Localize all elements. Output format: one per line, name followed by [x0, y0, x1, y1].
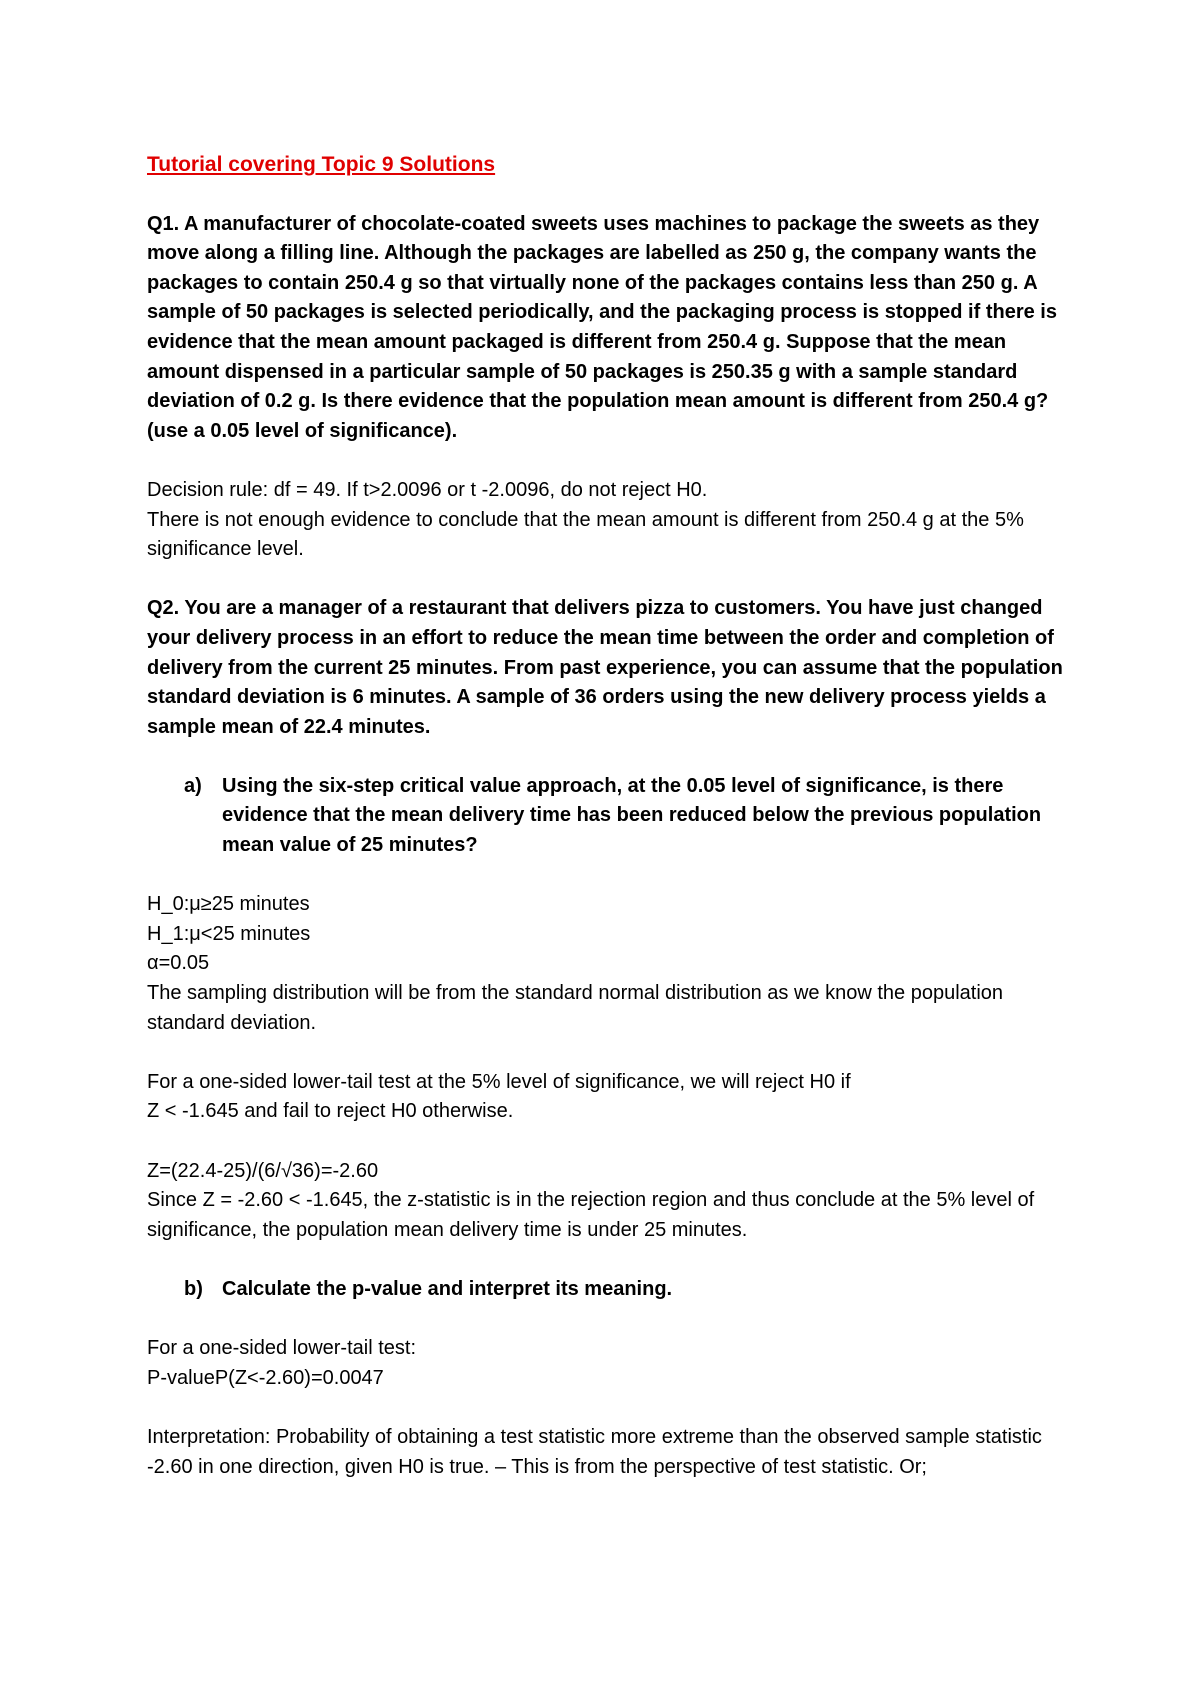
q2-part-a: [184, 772, 1077, 861]
pvalue-result: P-valueP(Z<-2.60)=0.0047: [147, 1366, 384, 1389]
q2-question: Q2. You are a manager of a restaurant that delivers pizza to customers. You have just changed your delivery process in an effort to reduce the mean time between the order and completion of delivery from the current 25 minutes. From past experience, you can assume that the population standard deviation is 6 minutes. A sample of 36 orders using the new delivery process yields a sample mean of 22.4 minutes.: [147, 597, 1063, 738]
q2-part-b: [184, 1275, 1077, 1305]
part-a-marker: a): [184, 774, 202, 797]
page-title: Tutorial covering Topic 9 Solutions: [147, 153, 496, 176]
sampling-note: The sampling distribution will be from the standard normal distribution as we know the population standard deviation.: [147, 982, 1004, 1034]
pvalue-interpretation: Interpretation: Probability of obtaining a test statistic more extreme than the observed sample statistic -2.60 in one direction, given H0 is true. – This is from the perspective of test statistic. Or;: [147, 1425, 1042, 1478]
q1-decision-rule: Decision rule: df = 49. If t>2.0096 or t -2.0096, do not reject H0.: [147, 478, 708, 501]
z-calculation: Z=(22.4-25)/(6/√36)=-2.60: [147, 1159, 379, 1182]
q1-conclusion: There is not enough evidence to conclude that the mean amount is different from 250.4 g at the 5% significance level.: [147, 508, 1024, 561]
part-a-text: Using the six-step critical value approach, at the 0.05 level of significance, is there evidence that the mean delivery time has been reduced below the previous population mean value of 25 minutes?: [222, 774, 1042, 857]
part-b-marker: b): [184, 1277, 203, 1300]
document-page: [147, 150, 1077, 1482]
z-conclusion: Since Z = -2.60 < -1.645, the z-statistic is in the rejection region and thus conclude at the 5% level of significance, the population mean delivery time is under 25 minutes.: [147, 1189, 1035, 1241]
q1-question: Q1. A manufacturer of chocolate-coated sweets uses machines to package the sweets as they move along a filling line. Although the packages are labelled as 250 g, the company wants the packages to contain 250.4 g so that virtually none of the packages contains less than 250 g. A sample of 50 packages is selected periodically, and the packaging process is stopped if there is evidence that the mean amount packaged is different from 250.4 g. Suppose that the mean amount dispensed in a particular sample of 50 packages is 250.35 g with a sample standard deviation of 0.2 g. Is there evidence that the population mean amount is different from 250.4 g? (use a 0.05 level of significance).: [147, 212, 1057, 442]
pvalue-intro: For a one-sided lower-tail test:: [147, 1337, 417, 1360]
rejection-rule-line2: Z < -1.645 and fail to reject H0 otherwise.: [147, 1100, 514, 1123]
alternative-hypothesis: H_1:μ<25 minutes: [147, 922, 311, 945]
significance-level: α=0.05: [147, 952, 210, 975]
rejection-rule-line1: For a one-sided lower-tail test at the 5% level of significance, we will reject H0 if: [147, 1070, 851, 1093]
null-hypothesis: H_0:μ≥25 minutes: [147, 893, 310, 916]
part-b-text: Calculate the p-value and interpret its meaning.: [222, 1277, 673, 1300]
